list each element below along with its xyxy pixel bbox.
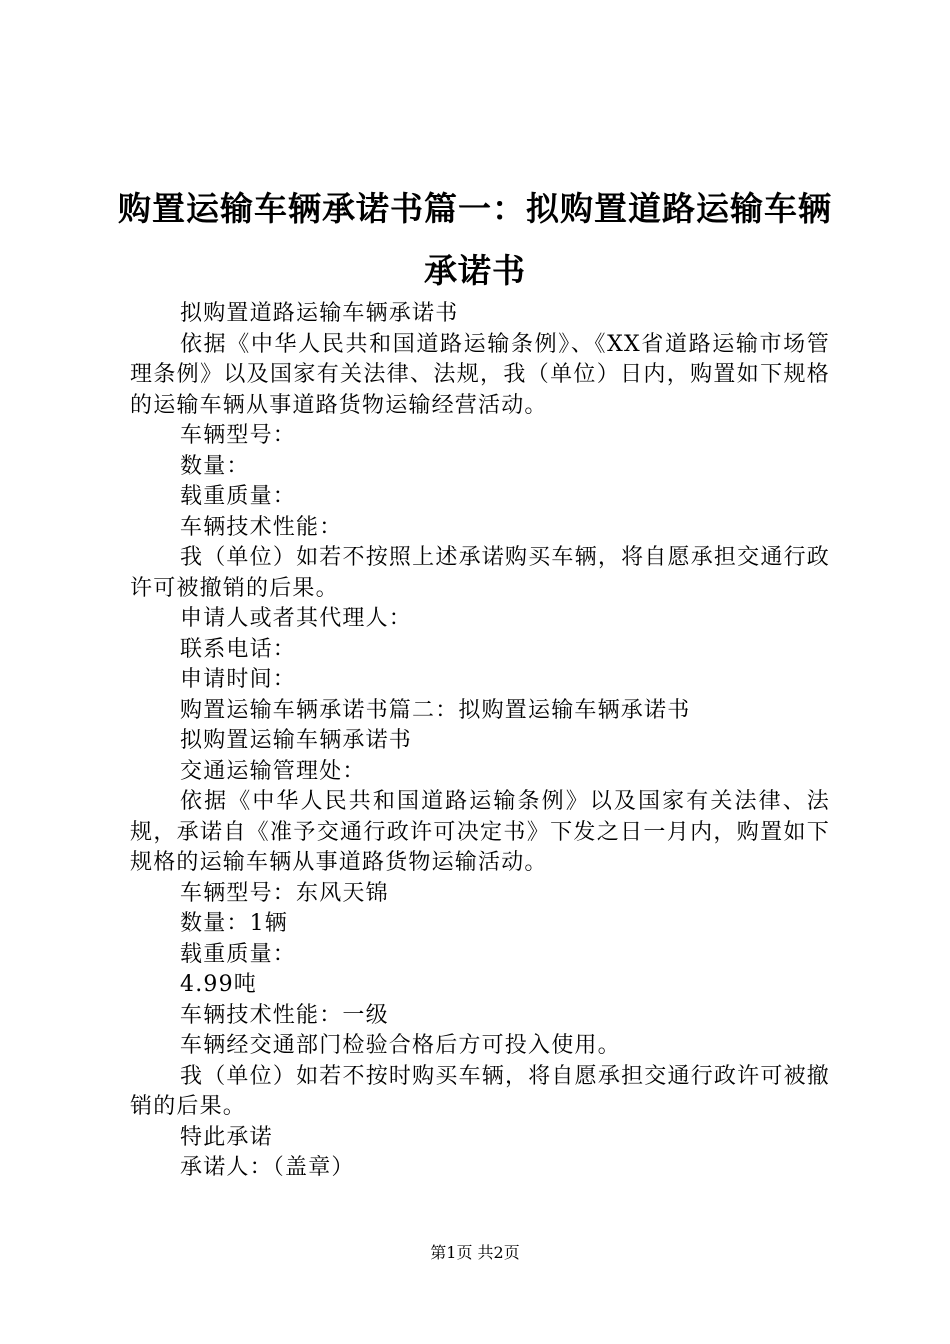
paragraph: 拟购置道路运输车辆承诺书	[180, 301, 459, 326]
paragraph: 联系电话：	[180, 636, 297, 662]
paragraph: 申请时间：	[180, 667, 297, 692]
paragraph: 我（单位）如若不按照上述承诺购买车辆，将自愿承担交通行政许可被撤销的后果。	[130, 545, 830, 601]
paragraph: 申请人或者其代理人：	[180, 606, 413, 631]
document-body	[130, 299, 830, 1184]
paragraph: 车辆型号：	[180, 423, 297, 448]
paragraph: 依据《中华人民共和国道路运输条例》以及国家有关法律、法规，承诺自《准予交通行政许可决定书》下发之日一月内，购置如下规格的运输车辆从事道路货物运输活动。	[130, 789, 830, 875]
paragraph: 购置运输车辆承诺书篇二：拟购置运输车辆承诺书	[180, 697, 691, 723]
paragraph: 交通运输管理处：	[180, 758, 366, 784]
paragraph: 特此承诺	[180, 1124, 273, 1150]
document-title: 购置运输车辆承诺书篇一：拟购置道路运输车辆承诺书	[118, 189, 832, 290]
page-number-footer: 第1页 共2页	[430, 1243, 520, 1262]
paragraph: 数量：	[180, 453, 250, 479]
paragraph: 车辆型号：东风天锦	[180, 880, 389, 906]
paragraph: 4.99吨	[180, 972, 257, 997]
paragraph: 车辆经交通部门检验合格后方可投入使用。	[180, 1033, 621, 1058]
paragraph: 载重质量：	[180, 941, 297, 967]
paragraph: 车辆技术性能：一级	[180, 1002, 389, 1028]
paragraph: 拟购置运输车辆承诺书	[180, 728, 413, 753]
paragraph: 数量：1辆	[180, 911, 288, 936]
paragraph: 载重质量：	[180, 484, 297, 509]
paragraph: 依据《中华人民共和国道路运输条例》、《XX省道路运输市场管理条例》以及国家有关法律、法规，我（单位）日内，购置如下规格的运输车辆从事道路货物运输经营活动。	[130, 331, 830, 418]
paragraph: 车辆技术性能：	[180, 514, 343, 540]
paragraph: 我（单位）如若不按时购买车辆，将自愿承担交通行政许可被撤销的后果。	[130, 1063, 830, 1119]
paragraph: 承诺人：（盖章）	[180, 1155, 355, 1180]
